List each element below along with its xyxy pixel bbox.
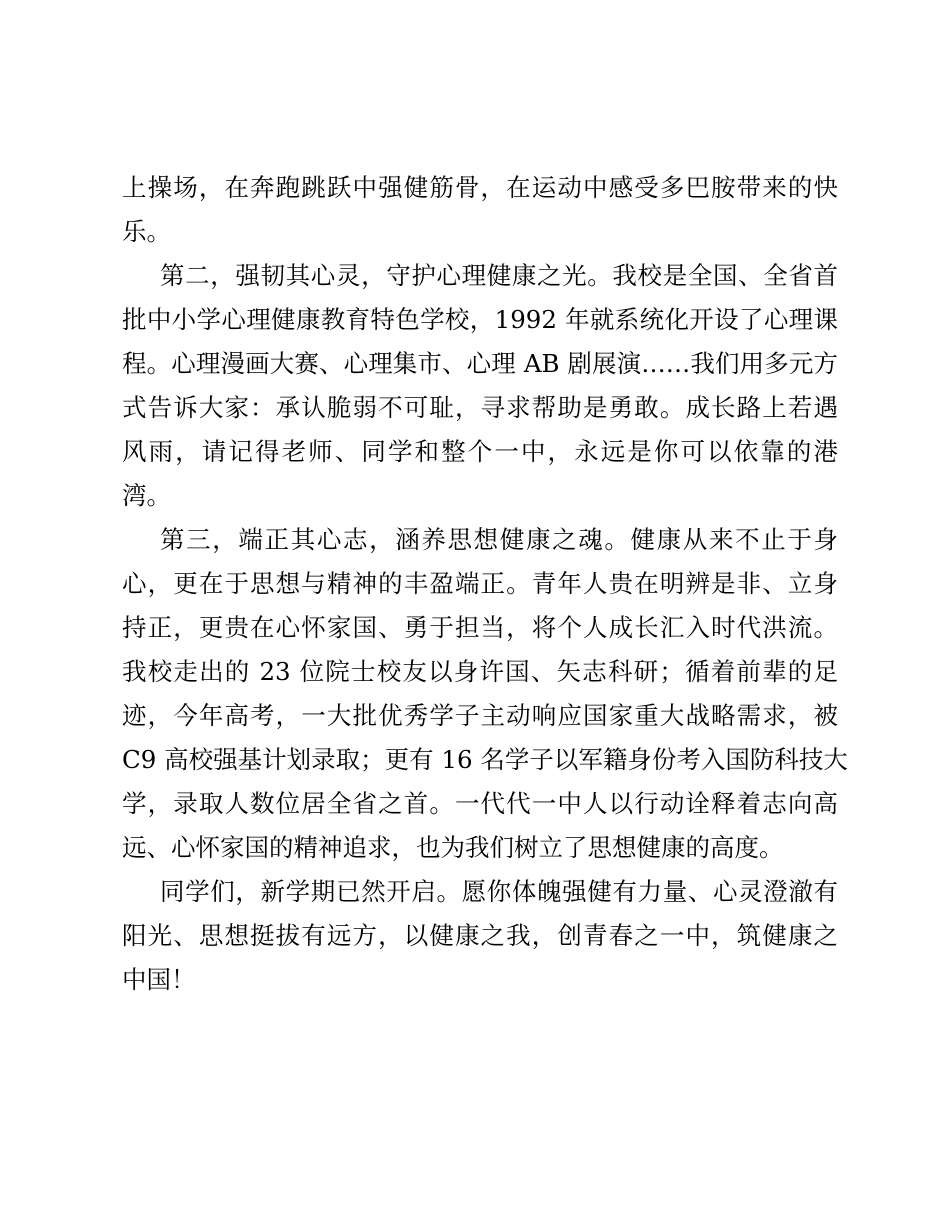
text-line: C9 高校强基计划录取；更有 16 名学子以军籍身份考入国防科技大 bbox=[122, 745, 848, 774]
paragraph-start-line: 第二，强韧其心灵，守护心理健康之光。我校是全国、全省首 bbox=[160, 261, 838, 290]
text-line: 阳光、思想挺拔有远方，以健康之我，创青春之一中，筑健康之 bbox=[122, 921, 838, 950]
text-line: 风雨，请记得老师、同学和整个一中，永远是你可以依靠的港 bbox=[122, 437, 838, 466]
text-line: 中国！ bbox=[122, 965, 196, 994]
paragraph-start-line: 第三，端正其心志，涵养思想健康之魂。健康从来不止于身 bbox=[160, 525, 838, 554]
text-line: 我校走出的 23 位院士校友以身许国、矢志科研；循着前辈的足 bbox=[122, 657, 838, 686]
text-line: 迹，今年高考，一大批优秀学子主动响应国家重大战略需求，被 bbox=[122, 701, 838, 730]
text-line: 式告诉大家：承认脆弱不可耻，寻求帮助是勇敢。成长路上若遇 bbox=[122, 393, 838, 422]
text-line: 批中小学心理健康教育特色学校，1992 年就系统化开设了心理课 bbox=[122, 305, 838, 334]
text-line: 程。心理漫画大赛、心理集市、心理 AB 剧展演……我们用多元方 bbox=[122, 349, 838, 378]
text-line: 学，录取人数位居全省之首。一代代一中人以行动诠释着志向高 bbox=[122, 789, 838, 818]
paragraph-start-line: 同学们，新学期已然开启。愿你体魄强健有力量、心灵澄澈有 bbox=[160, 877, 838, 906]
text-line: 湾。 bbox=[122, 481, 171, 510]
text-line: 上操场，在奔跑跳跃中强健筋骨，在运动中感受多巴胺带来的快 bbox=[122, 173, 838, 202]
text-line: 远、心怀家国的精神追求，也为我们树立了思想健康的高度。 bbox=[122, 833, 784, 862]
text-line: 乐。 bbox=[122, 217, 171, 246]
text-line: 持正，更贵在心怀家国、勇于担当，将个人成长汇入时代洪流。 bbox=[122, 613, 838, 642]
text-line: 心，更在于思想与精神的丰盈端正。青年人贵在明辨是非、立身 bbox=[122, 569, 838, 598]
